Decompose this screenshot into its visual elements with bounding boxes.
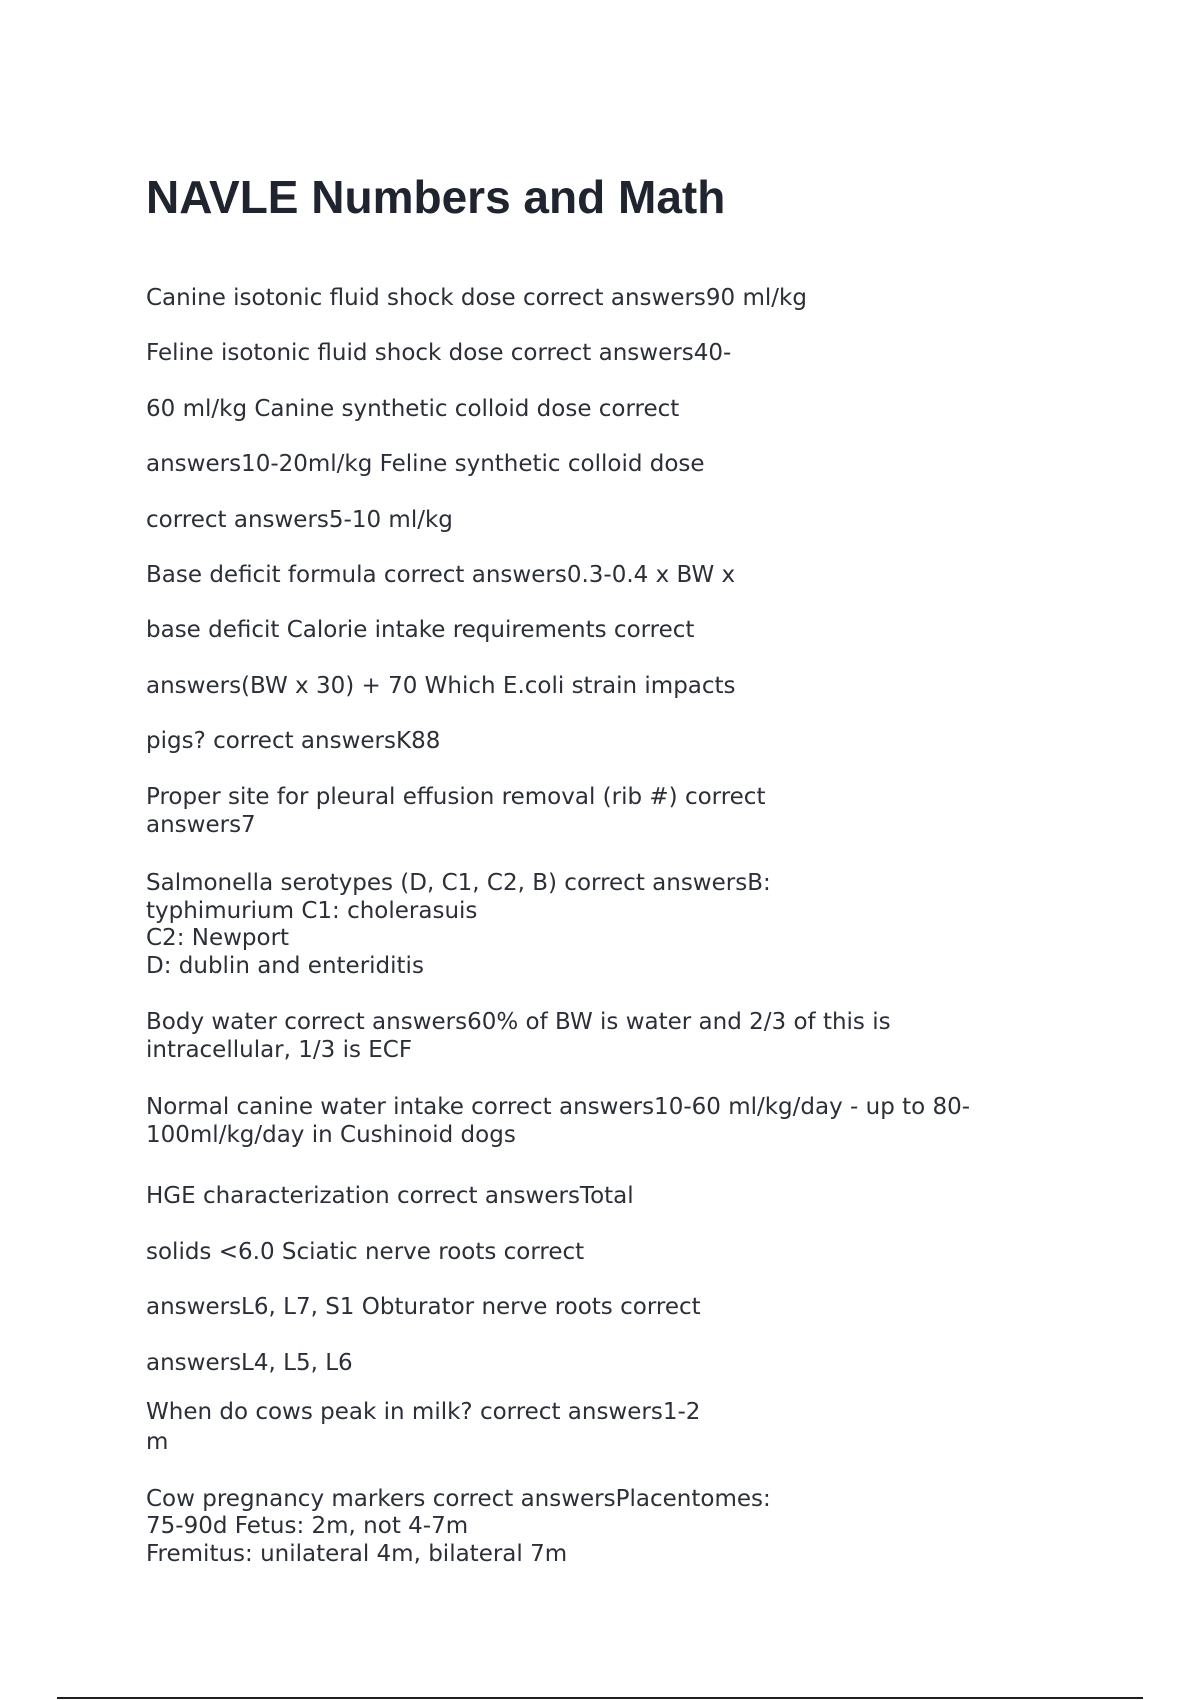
text-line: 100ml/kg/day in Cushinoid dogs: [146, 1122, 516, 1148]
text-line: Base deficit formula correct answers0.3-0.4 x BW x: [146, 562, 736, 588]
text-line: When do cows peak in milk? correct answers1-2: [146, 1399, 701, 1425]
text-line: Salmonella serotypes (D, C1, C2, B) correct answersB:: [146, 870, 771, 896]
text-line: base deficit Calorie intake requirements correct: [146, 617, 695, 643]
text-line: C2: Newport: [146, 925, 290, 951]
text-line: D: dublin and enteriditis: [146, 953, 424, 979]
text-line: answers7: [146, 812, 256, 838]
text-line: intracellular, 1/3 is ECF: [146, 1037, 413, 1063]
text-line: pigs? correct answersK88: [146, 728, 441, 754]
text-line: correct answers5-10 ml/kg: [146, 507, 453, 533]
text-line: typhimurium C1: cholerasuis: [146, 898, 478, 924]
text-line: Canine isotonic fluid shock dose correct answers90 ml/kg: [146, 285, 807, 311]
text-line: Body water correct answers60% of BW is water and 2/3 of this is: [146, 1009, 891, 1035]
text-line: m: [146, 1429, 169, 1455]
text-line: answersL4, L5, L6: [146, 1350, 353, 1376]
footer-divider: [57, 1697, 1143, 1699]
text-line: answers(BW x 30) + 70 Which E.coli strain impacts: [146, 673, 736, 699]
text-line: Cow pregnancy markers correct answersPlacentomes:: [146, 1486, 771, 1512]
text-line: solids <6.0 Sciatic nerve roots correct: [146, 1239, 585, 1265]
text-line: HGE characterization correct answersTotal: [146, 1183, 634, 1209]
text-line: Proper site for pleural effusion removal (rib #) correct: [146, 784, 766, 810]
text-line: Fremitus: unilateral 4m, bilateral 7m: [146, 1541, 568, 1567]
text-line: answers10-20ml/kg Feline synthetic colloid dose: [146, 451, 705, 477]
text-line: Normal canine water intake correct answers10-60 ml/kg/day - up to 80-: [146, 1094, 971, 1120]
text-line: answersL6, L7, S1 Obturator nerve roots correct: [146, 1294, 701, 1320]
text-line: Feline isotonic fluid shock dose correct answers40-: [146, 340, 732, 366]
text-line: 60 ml/kg Canine synthetic colloid dose correct: [146, 396, 680, 422]
text-line: 75-90d Fetus: 2m, not 4-7m: [146, 1513, 469, 1539]
page-title: NAVLE Numbers and Math: [146, 171, 726, 223]
